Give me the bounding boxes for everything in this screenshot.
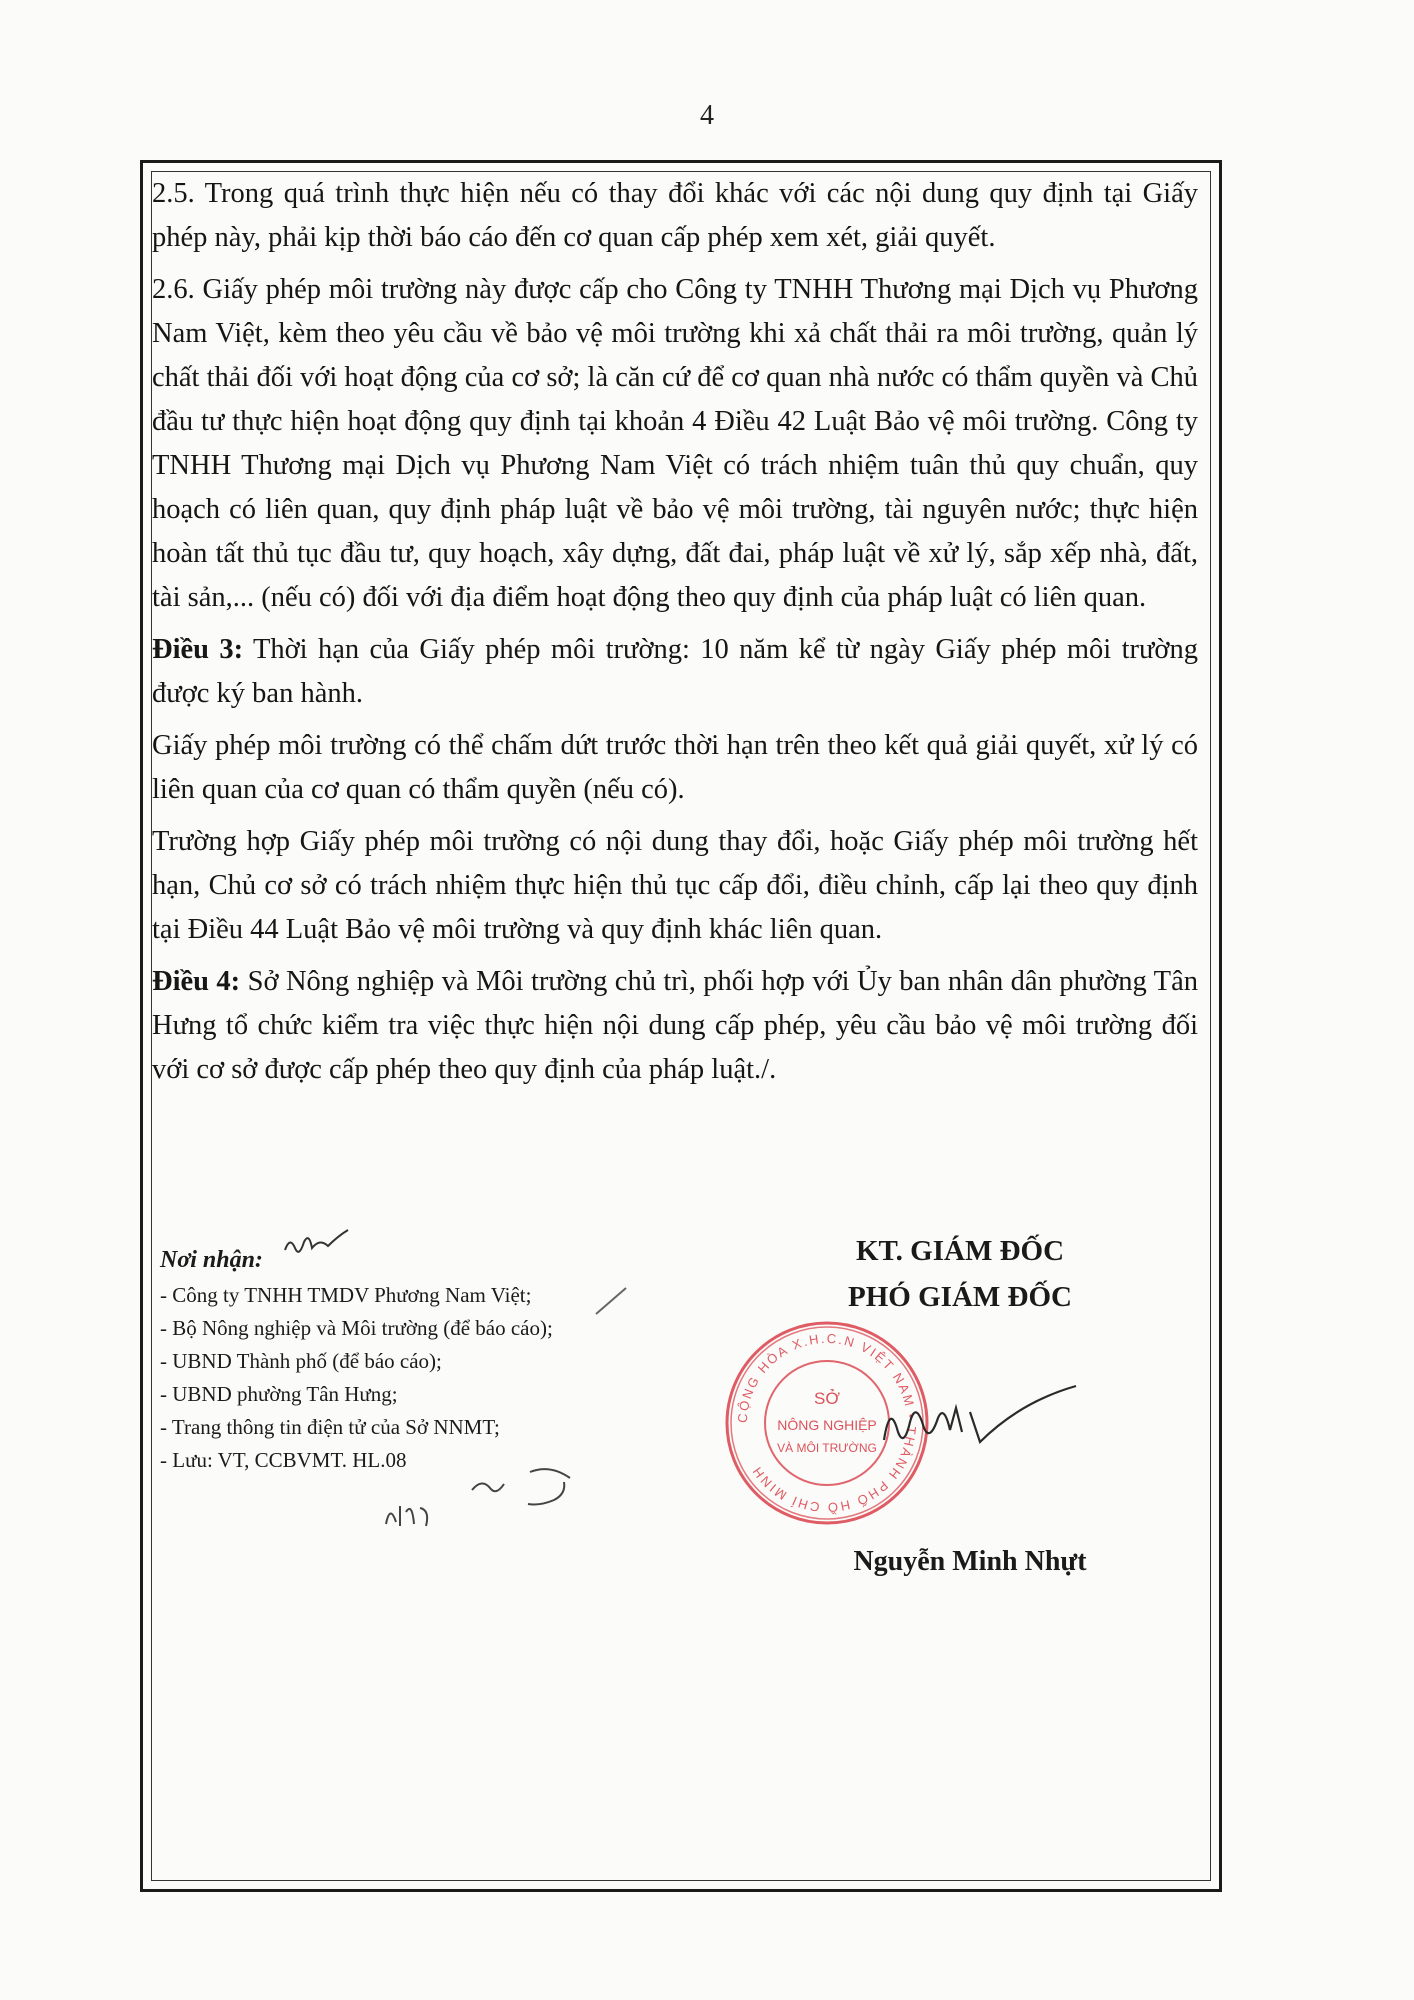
paragraph-2-6 [152,268,1198,620]
paragraph-text: 2.5. Trong quá trình thực hiện nếu có thay đổi khác với các nội dung quy định tại Giấy phép này, phải kịp thời báo cáo đến cơ quan cấp phép xem xét, giải quyết. [152,178,1198,253]
paragraph-text: Sở Nông nghiệp và Môi trường chủ trì, phối hợp với Ủy ban nhân dân phường Tân Hưng tổ chức kiểm tra việc thực hiện nội dung cấp phép, yêu cầu bảo vệ môi trường đối với cơ sở được cấp phép theo quy định của pháp luật./. [152,966,1198,1085]
paragraph-termination [152,724,1198,812]
recipient-item: - Công ty TNHH TMDV Phương Nam Việt; [160,1279,720,1312]
seal-line-1: SỞ [814,1389,840,1408]
handwritten-number-icon [382,1498,438,1532]
signature-block [780,1228,1140,1320]
recipients-list [160,1279,720,1477]
tick-mark-icon [594,1286,628,1316]
recipient-item: - Bộ Nông nghiệp và Môi trường (để báo cáo); [160,1312,720,1345]
page-number: 4 [700,100,714,131]
signature-title-2: PHÓ GIÁM ĐỐC [848,1281,1072,1313]
paragraph-renewal [152,820,1198,952]
recipients-title: Nơi nhận: [160,1247,263,1273]
recipient-item: - UBND phường Tân Hưng; [160,1378,720,1411]
paragraph-text: 2.6. Giấy phép môi trường này được cấp cho Công ty TNHH Thương mại Dịch vụ Phương Nam Việt, kèm theo yêu cầu về bảo vệ môi trường khi xả chất thải ra môi trường, quản lý chất thải đối với hoạt động của cơ sở; là căn cứ để cơ quan nhà nước có thẩm quyền và Chủ đầu tư thực hiện hoạt động quy định tại khoản 4 Điều 42 Luật Bảo vệ môi trường. Công ty TNHH Thương mại Dịch vụ Phương Nam Việt có trách nhiệm tuân thủ quy chuẩn, quy hoạch có liên quan, quy định pháp luật về bảo vệ môi trường, tài nguyên nước; thực hiện hoàn tất thủ tục đầu tư, quy hoạch, xây dựng, đất đai, pháp luật về xử lý, sắp xếp nhà, đất, tài sản,... (nếu có) đối với địa điểm hoạt động theo quy định của pháp luật có liên quan. [152,274,1198,613]
article-3 [152,628,1198,716]
paragraph-2-5 [152,172,1198,260]
seal-outer-text: CỘNG HÒA X.H.C.N VIỆT NAM • THÀNH PHỐ HỒ CHÍ MINH [734,1330,920,1516]
recipient-item: - Lưu: VT, CCBVMT. HL.08 [160,1444,720,1477]
document-body [152,172,1198,1100]
seal-line-2: NÔNG NGHIỆP [777,1417,877,1433]
signature-mark-icon [880,1382,1080,1462]
signature-title-1: KT. GIÁM ĐỐC [855,1235,1065,1267]
paragraph-text: Thời hạn của Giấy phép môi trường: 10 năm kể từ ngày Giấy phép môi trường được ký ban hành. [152,634,1198,709]
seal-line-3: VÀ MÔI TRƯỜNG [777,1441,877,1455]
recipient-item: - UBND Thành phố (để báo cáo); [160,1345,720,1378]
article-label: Điều 4: [152,966,241,997]
recipients-block [160,1244,720,1477]
signer-name: Nguyễn Minh Nhựt [853,1546,1087,1577]
handwritten-initial-icon [282,1226,352,1260]
paragraph-text: Giấy phép môi trường có thể chấm dứt trước thời hạn trên theo kết quả giải quyết, xử lý có liên quan của cơ quan có thẩm quyền (nếu có). [152,730,1198,805]
paragraph-text: Trường hợp Giấy phép môi trường có nội dung thay đổi, hoặc Giấy phép môi trường hết hạn, Chủ cơ sở có trách nhiệm thực hiện thủ tục cấp đổi, điều chỉnh, cấp lại theo quy định tại Điều 44 Luật Bảo vệ môi trường và quy định khác liên quan. [152,826,1198,945]
article-label: Điều 3: [152,634,244,665]
article-4 [152,960,1198,1092]
recipient-item: - Trang thông tin điện tử của Sở NNMT; [160,1411,720,1444]
handwritten-note-icon [470,1460,580,1520]
